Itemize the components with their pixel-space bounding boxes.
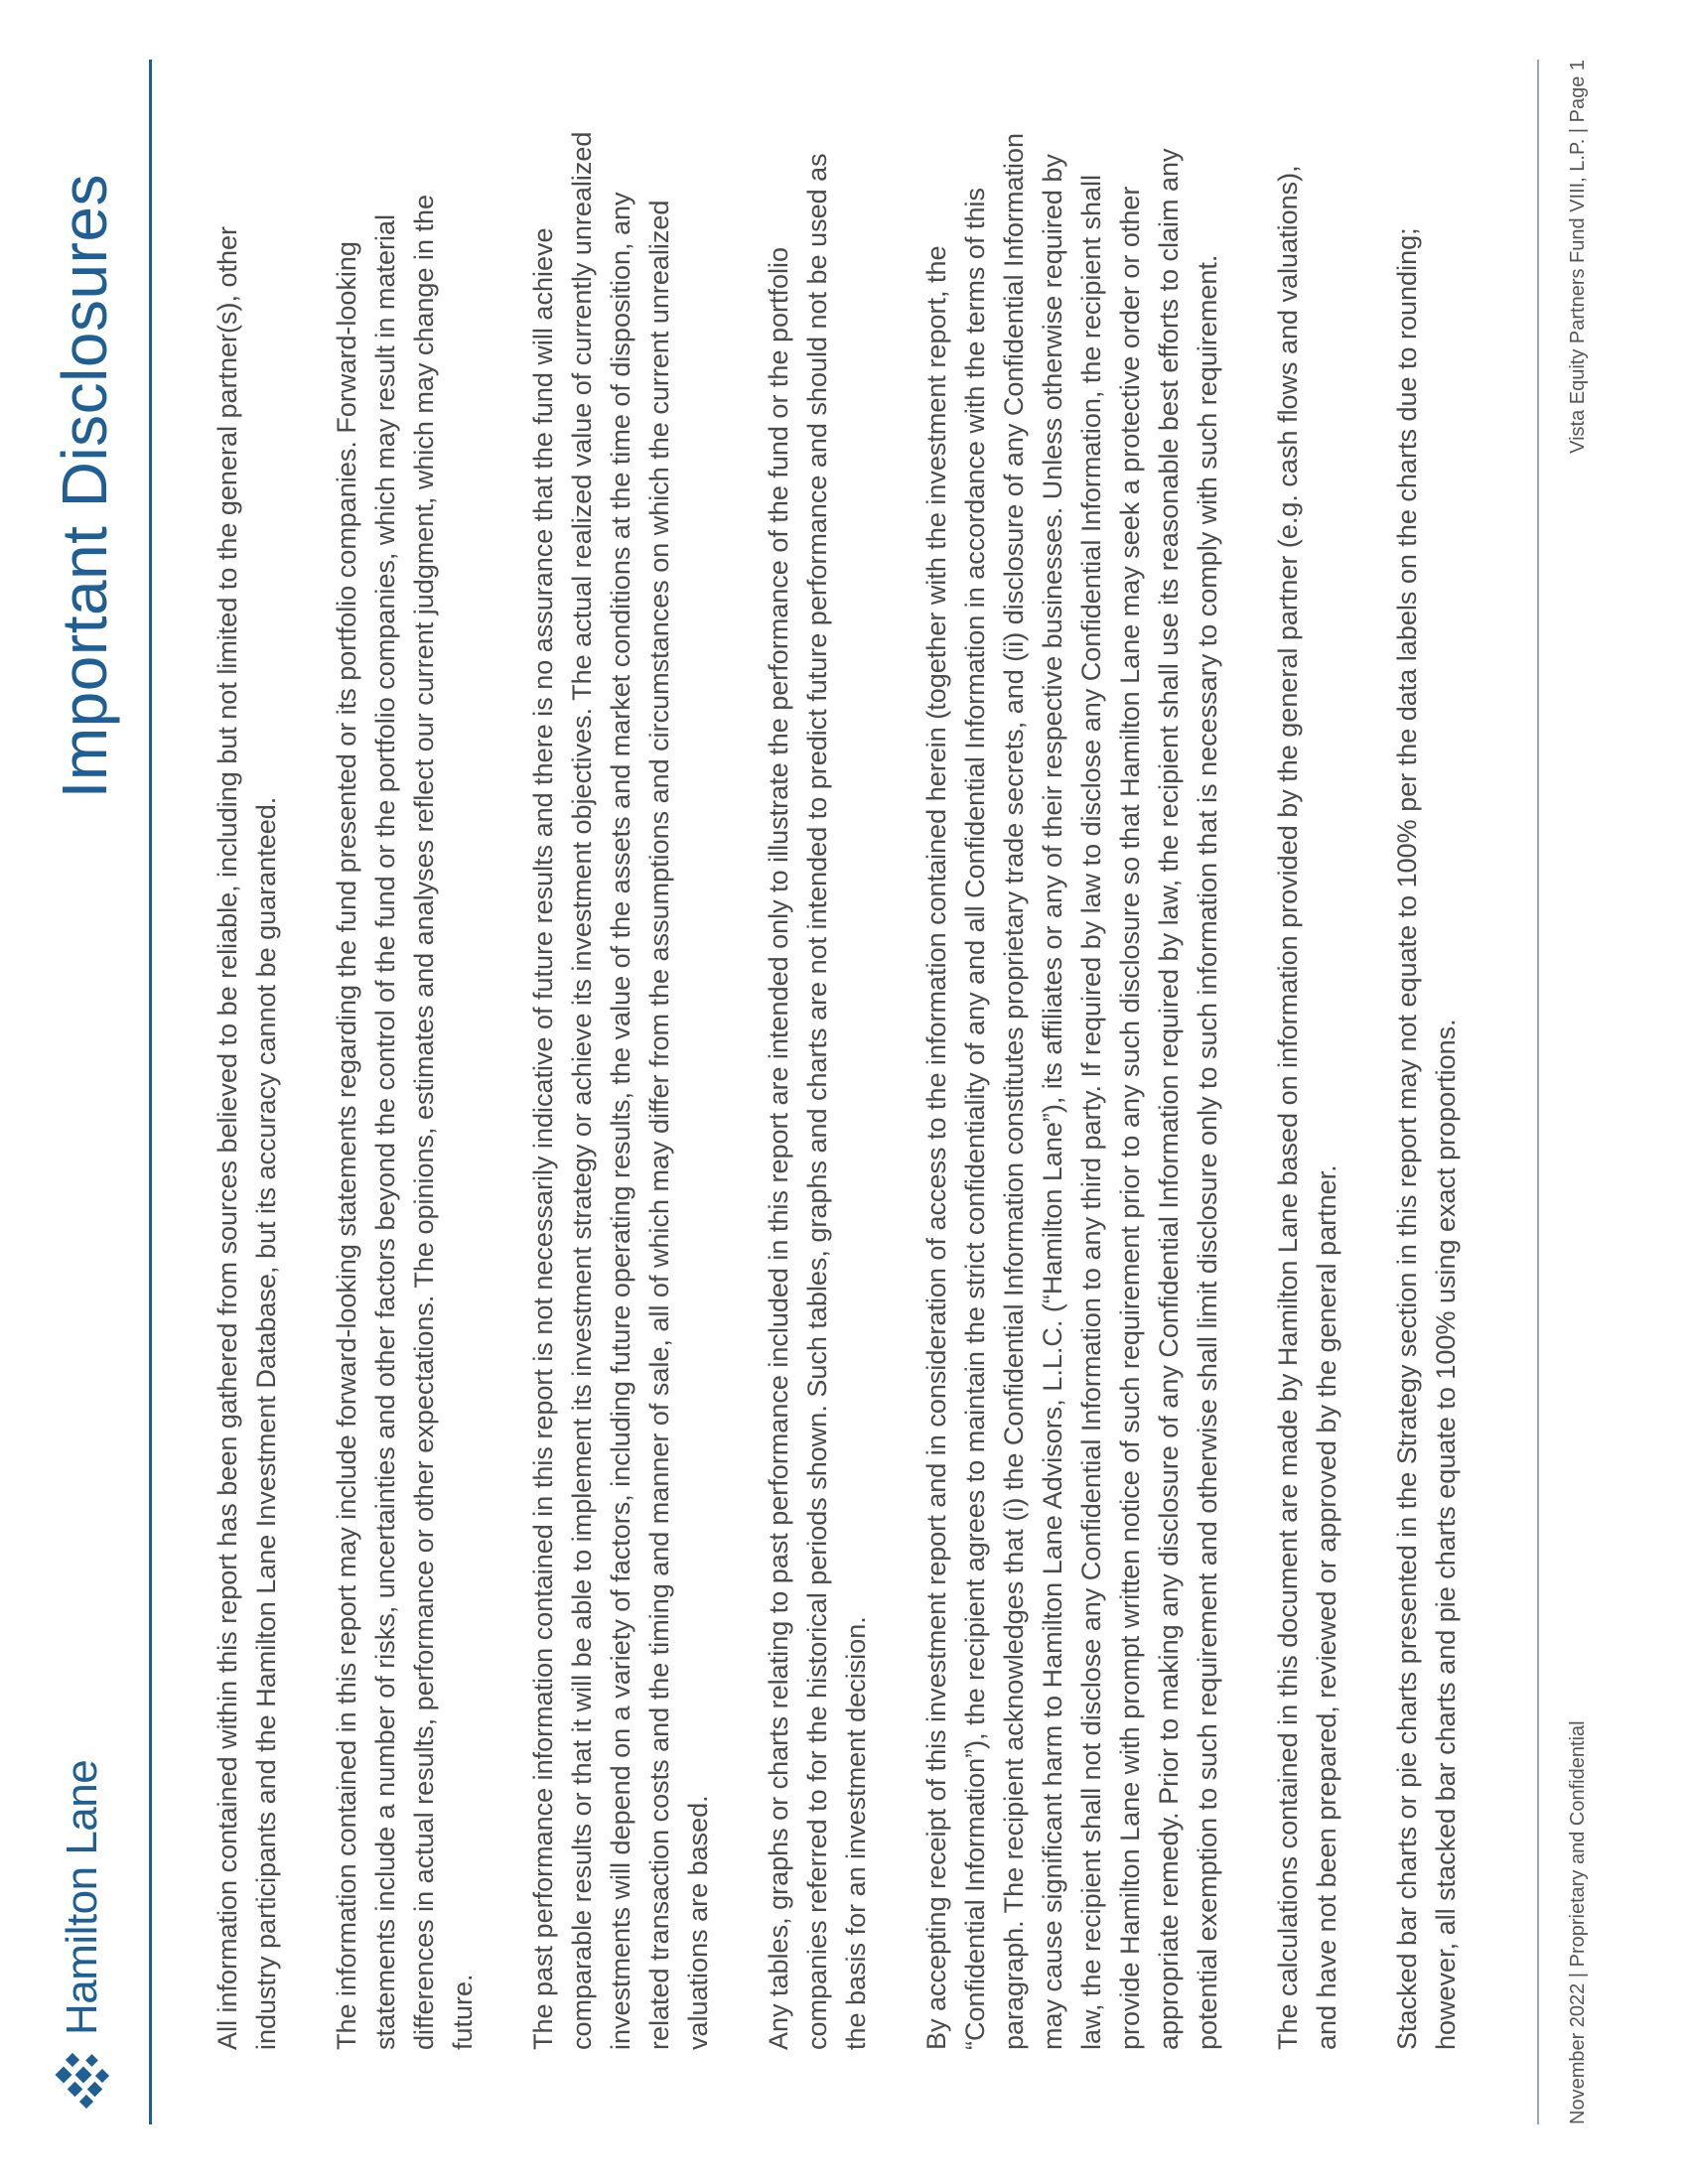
disclosure-paragraph: The past performance information contained in this report is not necessarily indicative of future results and there is no assurance that the fund will achieve comparable results or that it will be able to implement its investment strategy or achieve its investment objectives. The actual realized value of currently unrealized investments will depend on a variety of factors, including future operating results, the value of the assets and market conditions at the time of disposition, any related transaction costs and the timing and manner of sale, all of which may differ from the assumptions and circumstances on which the current unrealized valuations are based. bbox=[528, 131, 713, 2050]
hamilton-lane-logo-icon bbox=[48, 2045, 117, 2115]
disclosure-paragraph: Any tables, graphs or charts relating to past performance included in this report are intended only to illustrate the performance of the fund or the portfolio companies referred to for the historical periods shown. Such tables, graphs and charts are not intended to predict future performance and should not be used as the basis for an investment decision. bbox=[764, 153, 871, 2050]
disclosure-body bbox=[209, 129, 1507, 2050]
logo-text: Hamilton Lane bbox=[58, 1759, 106, 2035]
disclosure-paragraph: Stacked bar charts or pie charts presented in the Strategy section in this report may not equate to 100% per the data labels on the charts due to rounding; however, all stacked bar charts and pie charts equate to 100% using exact proportions. bbox=[1392, 227, 1461, 2050]
footer-fund-page-number: Vista Equity Partners Fund VIII, L.P. | Page 1 bbox=[1567, 60, 1589, 454]
footer-date-confidential: November 2022 | Proprietary and Confidential bbox=[1567, 1720, 1589, 2124]
disclosure-paragraph: The information contained in this report may include forward-looking statements regarding the fund presented or its portfolio companies. Forward-looking statements include a number of risks, uncertainties and other factors beyond the control of the fund or the portfolio companies, which may result in material differences in actual results, performance or other expectations. The opinions, estimates and analyses reflect our current judgment, which may change in the future. bbox=[332, 194, 478, 2050]
disclosure-paragraph: By accepting receipt of this investment report and in consideration of access to the information contained herein (together with the investment report, the “Confidential Information”), the recipient agrees to maintain the strict confidentiality of any and all Confidential Information in accordance with the terms of this paragraph. The recipient acknowledges that (i) the Confidential Information constitutes proprietary trade secrets, and (ii) disclosure of any Confidential Information may cause significant harm to Hamilton Lane Advisors, L.L.C. (“Hamilton Lane”), its affiliates or any of their respective businesses. Unless otherwise required by law, the recipient shall not disclose any Confidential Information to any third party. If required by law to disclose any Confidential Information, the recipient shall provide Hamilton Lane with prompt written notice of such requirement prior to any such disclosure so that Hamilton Lane may seek a protective order or other appropriate remedy. Prior to making any disclosure of any Confidential Information required by law, the recipient shall use its reasonable best efforts to claim any potential exemption to such requirement and otherwise shall limit disclosure only to such information that is necessary to comply with such requirement. bbox=[921, 132, 1222, 2050]
footer-divider bbox=[1537, 60, 1539, 2124]
disclosure-paragraph: All information contained within this report has been gathered from sources believed to be reliable, including but not limited to the general partner(s), other industry participants and the Hamilton Lane Investment Database, but its accuracy cannot be guaranteed. bbox=[212, 225, 281, 2050]
header-divider bbox=[149, 60, 152, 2124]
page-title: Important Disclosures bbox=[49, 174, 120, 799]
logo bbox=[48, 1760, 117, 2115]
disclosure-paragraph: The calculations contained in this document are made by Hamilton Lane based on information provided by the general partner (e.g. cash flows and valuations), and have not been prepared, reviewed or approved by the general partner. bbox=[1273, 165, 1341, 2050]
